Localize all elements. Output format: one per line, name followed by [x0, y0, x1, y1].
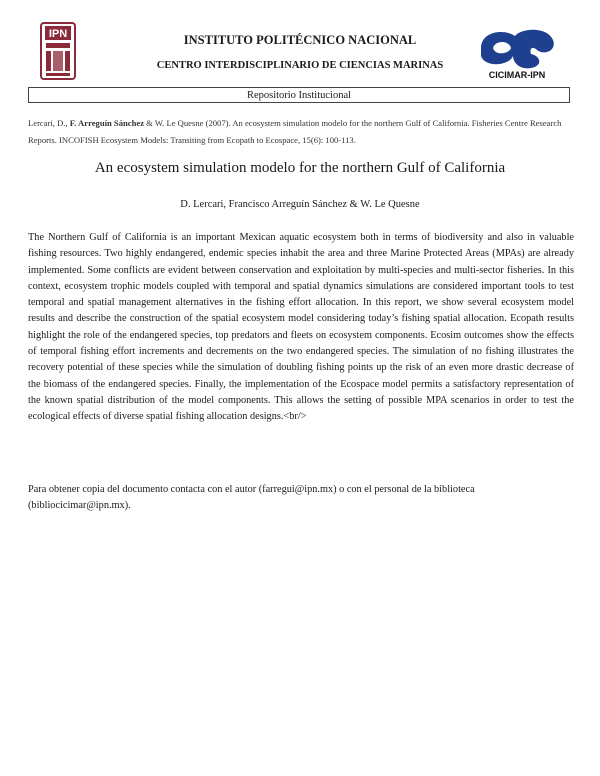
document-authors: D. Lercari, Francisco Arreguín Sánchez & W. Le Quesne	[180, 199, 420, 210]
cicimar-logo-text: CICIMAR-IPN	[488, 70, 546, 80]
citation-prefix: Lercari, D.,	[28, 118, 70, 128]
document-title: An ecosystem simulation modelo for the northern Gulf of California	[94, 160, 506, 176]
ipn-logo-text: IPN	[48, 28, 68, 40]
center-name: CENTRO INTERDISCIPLINARIO DE CIENCIAS MARINAS	[156, 60, 444, 71]
institution-name: INSTITUTO POLITÉCNICO NACIONAL	[183, 33, 417, 47]
citation-suffix: & W. Le Quesne (2007). An ecosystem simulation modelo for the northern Gulf of California. Fisheries Centre Research Reports. INCOFISH Ecosystem Models: Transiting from Ecopath to Ecospace, 15(6): 100-113.	[28, 118, 562, 145]
abstract-text: The Northern Gulf of California is an important Mexican aquatic ecosystem both in terms of biodiversity and also in valuable fishing resources. Two highly endangered, endemic species inhabit the area and three Marine Protected Areas (MPAs) are already implemented. Some conflicts are evident between conservation and exploitation by multi-species and multi-sector fisheries. In this context, ecosystem trophic models coupled with temporal and spatial dynamics simulations are considered important tools to test temporal and spatial management alternatives in the fishing effort allocation. In this report, we show several ecosystem model results and describe the construction of the spatial ecosystem model considering today’s fishing spatial allocation. Ecopath results highlight the role of the endangered species, top predators and fleets on ecosystem components. Ecosim outcomes show the effects of temporal fishing effort increments and decrements on the two endangered species. The simulation of no fishing illustrates the recovery potential of these species while the simulation of doubling fishing points up the risk of an even more drastic decrease of the biomass of the endangered species. Finally, the implementation of the Ecospace model permits a satisfactory representation of the known spatial distribution of the model components. This allows the setting of possible MPA scenarios in order to test the ecological effects of diverse spatial fishing allocation designs.<br/>	[28, 232, 574, 423]
citation-highlighted-author: F. Arreguín Sánchez	[69, 118, 145, 128]
contact-note: Para obtener copia del documento contacta con el autor (farregui@ipn.mx) o con el personal de la biblioteca (bibliocicimar@ipn.mx).	[28, 484, 475, 512]
ipn-logo	[40, 22, 76, 80]
citation	[28, 115, 574, 149]
repository-label: Repositorio Institucional	[28, 87, 570, 103]
